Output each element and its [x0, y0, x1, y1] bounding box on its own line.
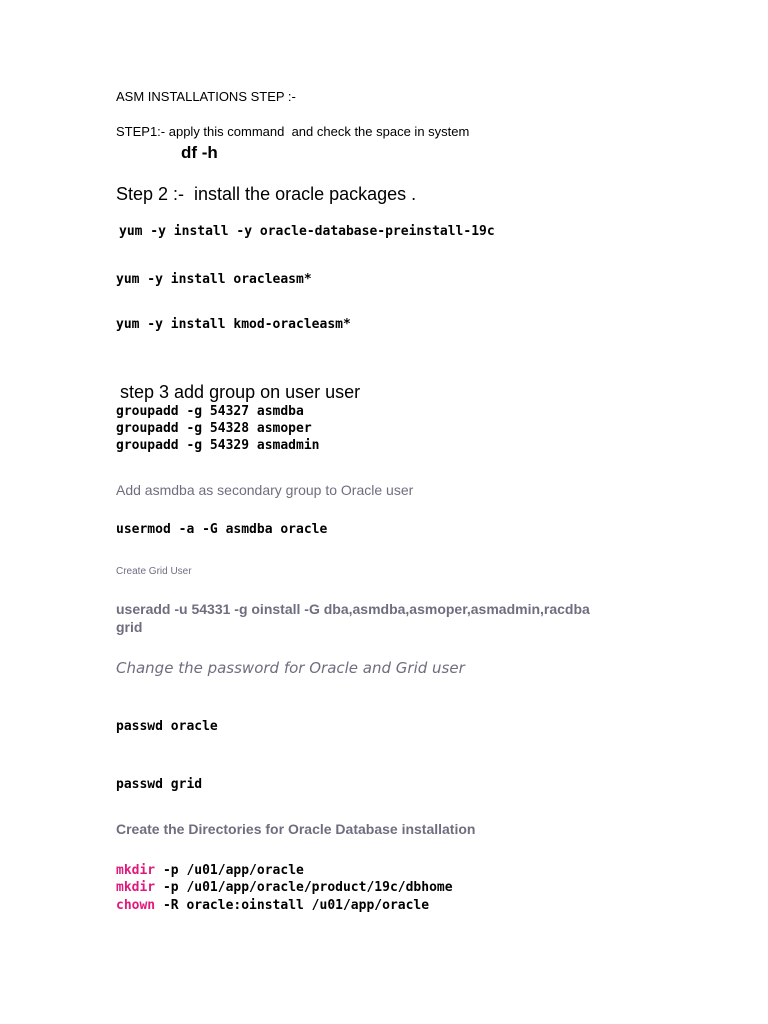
passwd-grid-command: passwd grid	[116, 777, 203, 792]
step2-command-1: yum -y install -y oracle-database-preinstall-19c	[119, 224, 495, 239]
create-grid-user-label: Create Grid User	[116, 566, 192, 577]
step3-command-2: groupadd -g 54328 asmoper	[116, 421, 312, 436]
chown-keyword: chown	[116, 898, 156, 913]
mkdir-keyword: mkdir	[116, 863, 156, 878]
usermod-command: usermod -a -G asmdba oracle	[116, 522, 328, 537]
step2-heading: Step 2 :- install the oracle packages .	[116, 184, 417, 204]
step2-command-3: yum -y install kmod-oracleasm*	[116, 317, 351, 332]
secondary-group-heading: Add asmdba as secondary group to Oracle user	[116, 482, 414, 498]
step3-command-1: groupadd -g 54327 asmdba	[116, 404, 304, 419]
mkdir-command-1	[116, 863, 304, 878]
step3-command-3: groupadd -g 54329 asmadmin	[116, 438, 320, 453]
useradd-command-line-2: grid	[116, 619, 143, 635]
directories-heading: Create the Directories for Oracle Database installation	[116, 821, 476, 837]
chown-args: -R oracle:oinstall /u01/app/oracle	[155, 898, 430, 913]
document-title: ASM INSTALLATIONS STEP :-	[116, 89, 296, 104]
chown-command	[116, 898, 429, 913]
mkdir-command-2	[116, 880, 453, 895]
passwd-oracle-command: passwd oracle	[116, 719, 218, 734]
step3-heading: step 3 add group on user user	[120, 382, 361, 402]
useradd-command-line-1: useradd -u 54331 -g oinstall -G dba,asmdba,asmoper,asmadmin,racdba	[116, 601, 590, 617]
password-heading: Change the password for Oracle and Grid user	[116, 659, 465, 677]
step2-command-2: yum -y install oracleasm*	[116, 272, 312, 287]
step1-instruction: STEP1:- apply this command and check the space in system	[116, 124, 470, 139]
mkdir-keyword: mkdir	[116, 880, 156, 895]
mkdir-args: -p /u01/app/oracle/product/19c/dbhome	[155, 880, 453, 895]
step1-command: df -h	[181, 143, 218, 162]
mkdir-args: -p /u01/app/oracle	[155, 863, 304, 878]
